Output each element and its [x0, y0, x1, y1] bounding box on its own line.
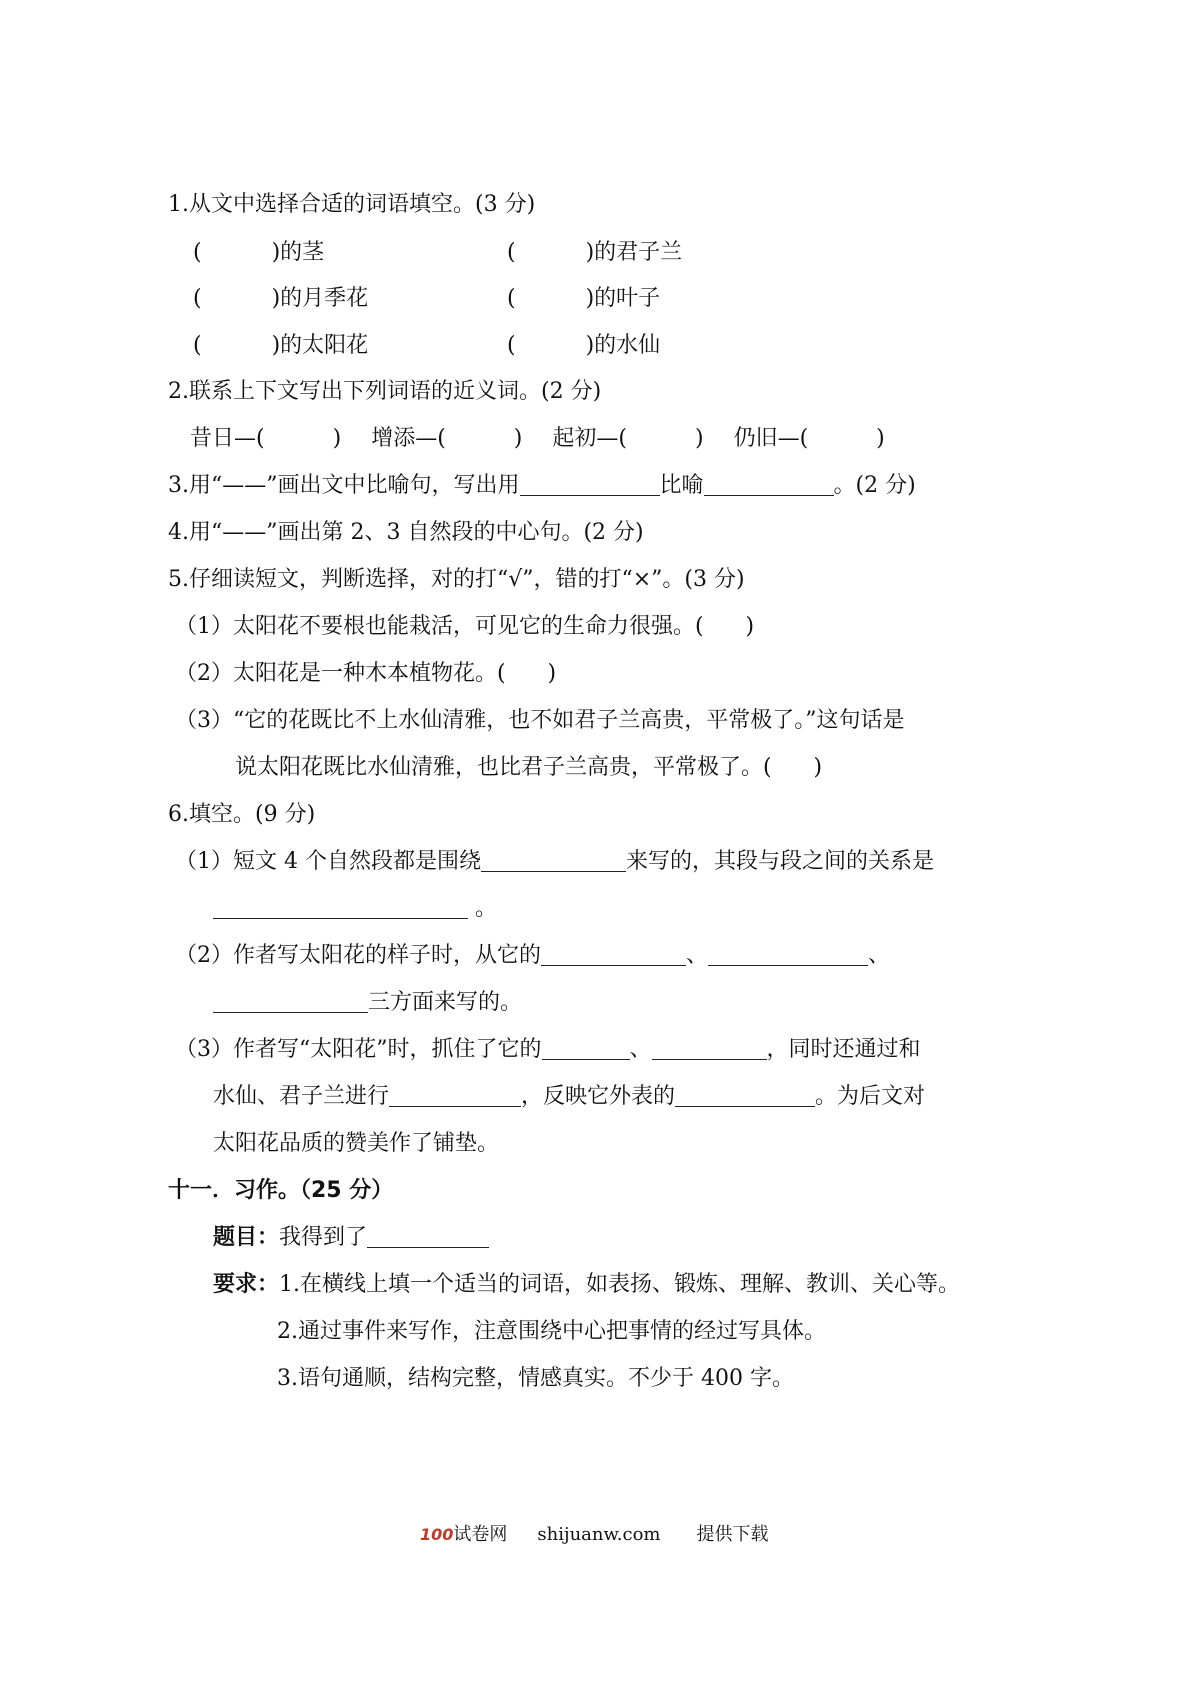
q6-item-2-cont: [213, 988, 522, 1018]
q1-bracket-close: )的太阳花: [271, 333, 369, 358]
q6-text: （3）作者写“太阳花”时，抓住了它的: [175, 1037, 542, 1062]
q1-item: [193, 284, 368, 314]
q6-text: （1）短文 4 个自然段都是围绕: [175, 849, 481, 874]
topic-text: 我得到了: [279, 1225, 368, 1250]
q1-item: [507, 284, 660, 314]
q5-statement: （2）太阳花是一种木本植物花。( ): [175, 661, 557, 686]
q6-blank[interactable]: [708, 943, 868, 966]
q1-bracket-open: (: [507, 240, 516, 265]
footer: [420, 1520, 768, 1550]
q6-blank[interactable]: [213, 990, 368, 1013]
q1-bracket-close: )的君子兰: [585, 240, 683, 265]
q6-item-1-cont: [213, 894, 497, 924]
q4-line: 4.用“——”画出第 2、3 自然段的中心句。(2 分): [168, 520, 644, 545]
q1-bracket-close: )的水仙: [585, 333, 661, 358]
q1-bracket-open: (: [193, 240, 202, 265]
q2-close: ): [332, 426, 342, 451]
q6-title: 6.填空。(9 分): [168, 802, 316, 827]
q3-mark: ——: [222, 473, 267, 498]
q5-statement: （1）太阳花不要根也能栽活，可见它的生命力很强。( ): [175, 614, 755, 639]
q2-close: ): [876, 426, 885, 451]
q6-item-3-cont: 太阳花品质的赞美作了铺垫。: [213, 1131, 500, 1156]
section-11-title: 十一．习作。（25 分）: [168, 1178, 394, 1203]
q6-text: ，同时还通过和: [766, 1037, 921, 1062]
q6-blank[interactable]: [541, 943, 686, 966]
q6-item-1: [175, 847, 934, 877]
composition-requirement: 2.通过事件来写作，注意围绕中心把事情的经过写具体。: [277, 1319, 826, 1344]
q6-blank[interactable]: [481, 849, 626, 872]
q6-text: 、: [868, 943, 891, 968]
q6-blank[interactable]: [652, 1037, 767, 1060]
requirement-label: 要求：: [213, 1272, 280, 1297]
footer-note: 提供下载: [696, 1524, 769, 1545]
composition-requirement: 3.语句通顺，结构完整，情感真实。不少于 400 字。: [277, 1366, 794, 1391]
q3-blank[interactable]: [704, 473, 834, 496]
site-logo: 100: [420, 1525, 454, 1544]
q6-text: 水仙、君子兰进行: [213, 1084, 390, 1109]
q6-blank[interactable]: [389, 1084, 521, 1107]
q6-text: 来写的，其段与段之间的关系是: [625, 849, 934, 874]
q1-item: [193, 331, 368, 361]
q1-item: [193, 238, 324, 268]
q5-title: 5.仔细读短文，判断选择，对的打“√”，错的打“×”。(3 分): [168, 567, 745, 592]
q6-item-3-cont: [213, 1082, 925, 1112]
q5-statement-cont: 说太阳花既比水仙清雅，也比君子兰高贵，平常极了。( ): [235, 755, 823, 780]
q6-text: ，反映它外表的: [521, 1084, 676, 1109]
q1-bracket-close: )的月季花: [271, 286, 369, 311]
q6-blank[interactable]: [213, 896, 468, 919]
q1-item: [507, 331, 660, 361]
q2-words: [190, 424, 885, 454]
q3-line: [168, 471, 916, 501]
q6-text: 三方面来写的。: [368, 990, 523, 1015]
q2-word: 仍旧—(: [733, 426, 809, 451]
q6-item-2: [175, 941, 890, 971]
q1-bracket-open: (: [193, 286, 202, 311]
q6-text: （2）作者写太阳花的样子时，从它的: [175, 943, 541, 968]
q6-blank[interactable]: [542, 1037, 630, 1060]
q1-bracket-open: (: [507, 286, 516, 311]
requirement-text: 1.在横线上填一个适当的词语，如表扬、锻炼、理解、教训、关心等。: [279, 1272, 961, 1297]
q6-blank[interactable]: [675, 1084, 815, 1107]
q3-text: 3.用“: [168, 473, 223, 498]
site-name: 试卷网: [453, 1524, 508, 1545]
topic-blank[interactable]: [367, 1225, 489, 1248]
q2-word: 昔日—(: [190, 426, 265, 451]
q6-text: 、: [686, 943, 709, 968]
site-url[interactable]: shijuanw.com: [537, 1524, 661, 1545]
topic-label: 题目：: [213, 1225, 280, 1250]
composition-requirement: [213, 1270, 960, 1300]
q1-bracket-open: (: [193, 333, 202, 358]
q3-text: 。(2 分): [833, 473, 916, 498]
q3-blank[interactable]: [520, 473, 660, 496]
q2-close: ): [513, 426, 523, 451]
q2-word: 增添—(: [371, 426, 446, 451]
q6-item-3: [175, 1035, 921, 1065]
q1-bracket-close: )的茎: [271, 240, 325, 265]
q6-text: 。为后文对: [815, 1084, 926, 1109]
q3-text: 比喻: [659, 473, 704, 498]
q1-bracket-open: (: [507, 333, 516, 358]
q2-close: ): [694, 426, 704, 451]
q6-text: 。: [468, 896, 497, 921]
q1-bracket-close: )的叶子: [585, 286, 661, 311]
q1-title: 1.从文中选择合适的词语填空。(3 分): [168, 192, 536, 217]
q2-word: 起初—(: [552, 426, 627, 451]
q5-statement: （3）“它的花既比不上水仙清雅，也不如君子兰高贵，平常极了。”这句话是: [175, 708, 905, 733]
q1-item: [507, 238, 682, 268]
composition-topic: [213, 1223, 489, 1253]
q6-text: 、: [629, 1037, 652, 1062]
q2-title: 2.联系上下文写出下列词语的近义词。(2 分): [168, 379, 602, 404]
q3-text: ”画出文中比喻句，写出用: [266, 473, 520, 498]
